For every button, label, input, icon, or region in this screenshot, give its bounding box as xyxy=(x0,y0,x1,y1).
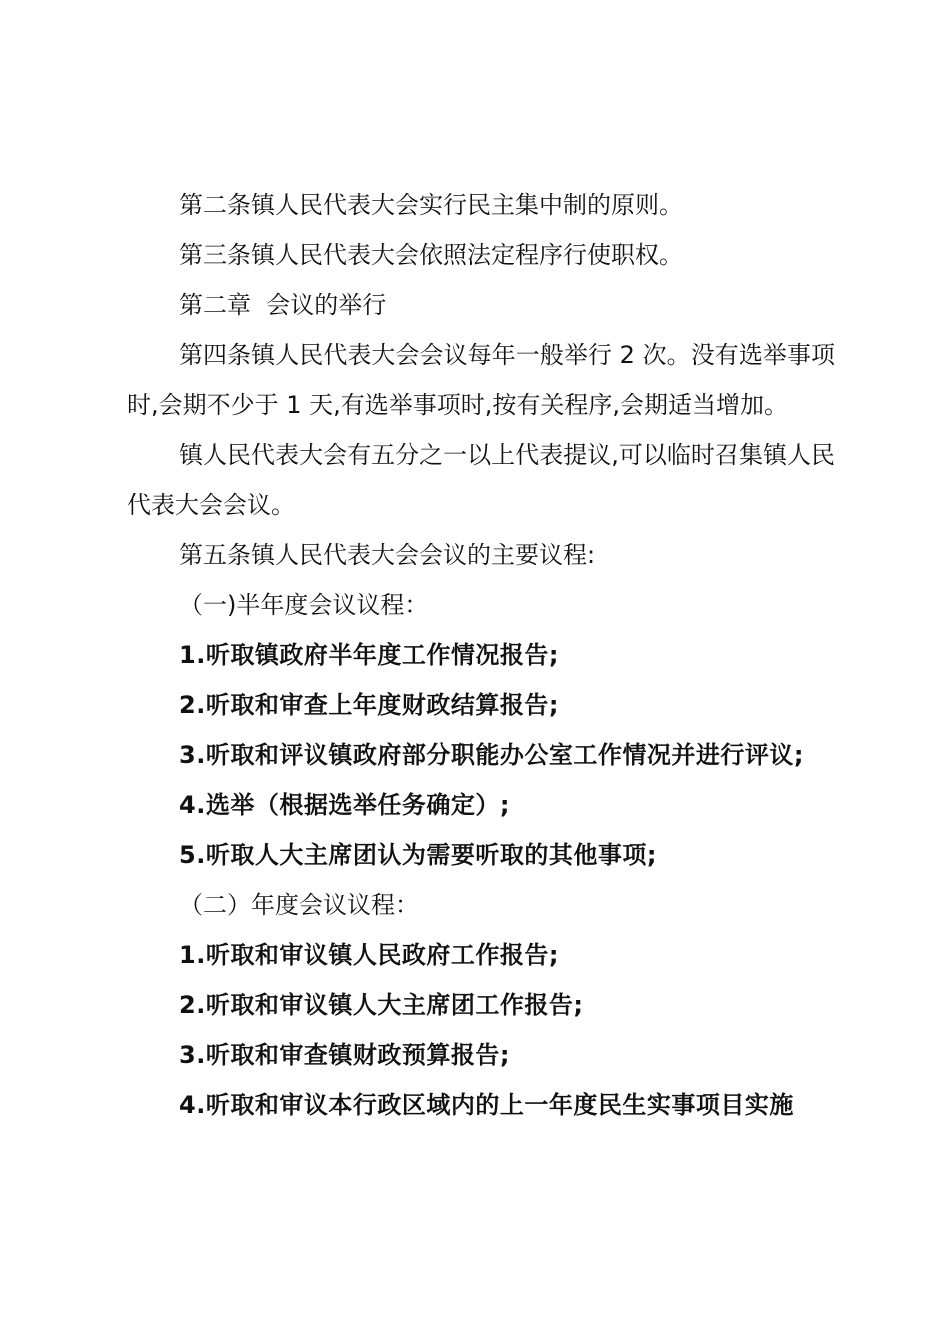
section-2-item: 4.听取和审议本行政区域内的上一年度民生实事项目实施 xyxy=(179,1091,794,1119)
article-5: 第五条镇人民代表大会会议的主要议程: xyxy=(179,541,596,569)
article-2: 第二条镇人民代表大会实行民主集中制的原则。 xyxy=(179,191,683,219)
section-2-item: 1.听取和审议镇人民政府工作报告; xyxy=(179,941,559,969)
document-body xyxy=(127,180,835,1130)
chapter-heading: 第二章 会议的举行 xyxy=(179,291,387,319)
section-2-title: （二）年度会议议程： xyxy=(179,891,419,919)
section-1-item: 5.听取人大主席团认为需要听取的其他事项; xyxy=(179,841,657,869)
section-1-item: 4.选举（根据选举任务确定）; xyxy=(179,791,510,819)
section-1-item: 2.听取和审查上年度财政结算报告; xyxy=(179,691,559,719)
section-2-item: 2.听取和审议镇人大主席团工作报告; xyxy=(179,991,584,1019)
section-2-item: 3.听取和审查镇财政预算报告; xyxy=(179,1041,510,1069)
article-3: 第三条镇人民代表大会依照法定程序行使职权。 xyxy=(179,241,683,269)
section-1-item: 1.听取镇政府半年度工作情况报告; xyxy=(179,641,559,669)
article-4: 第四条镇人民代表大会会议每年一般举行 2 次。没有选举事项时,会期不少于 1 天,有选举事项时,按有关程序,会期适当增加。 xyxy=(127,341,835,419)
article-4-paragraph-2: 镇人民代表大会有五分之一以上代表提议,可以临时召集镇人民代表大会会议。 xyxy=(127,441,835,519)
section-1-title: （一)半年度会议议程： xyxy=(179,591,429,619)
section-1-item: 3.听取和评议镇政府部分职能办公室工作情况并进行评议; xyxy=(179,741,804,769)
